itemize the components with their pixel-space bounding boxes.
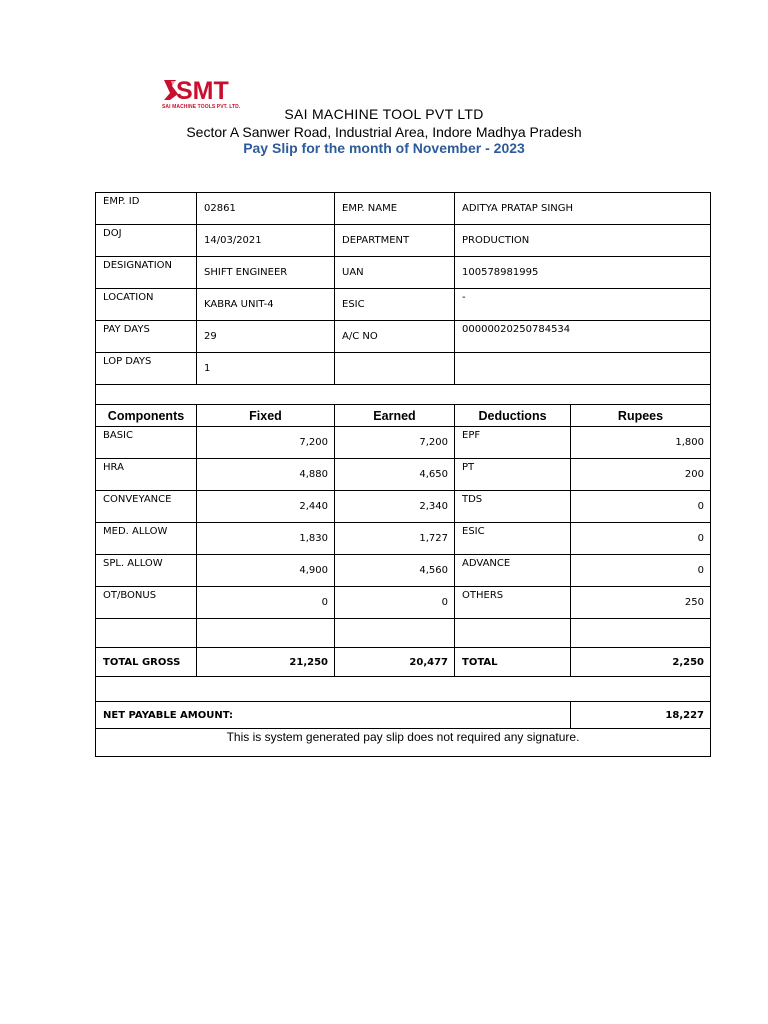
location-value: KABRA UNIT-4 — [197, 289, 335, 321]
lop-days-value: 1 — [197, 353, 335, 385]
ac-no-label: A/C NO — [335, 321, 455, 353]
total-deduction-label: TOTAL — [455, 648, 571, 677]
earned-amount: 1,727 — [335, 523, 455, 555]
ac-no-value: 00000020250784534 — [455, 321, 711, 353]
earned-amount: 7,200 — [335, 427, 455, 459]
logo-subtext: SAI MACHINE TOOLS PVT. LTD. — [162, 104, 241, 110]
empty-row — [96, 619, 711, 648]
lop-days-label: LOP DAYS — [96, 353, 197, 385]
emp-row-3 — [96, 257, 711, 289]
empty-cell — [455, 353, 711, 385]
totals-row — [96, 648, 711, 677]
total-gross-fixed: 21,250 — [197, 648, 335, 677]
col-earned: Earned — [335, 405, 455, 427]
emp-row-2 — [96, 225, 711, 257]
table-row — [96, 427, 711, 459]
fixed-amount: 4,880 — [197, 459, 335, 491]
deduction-amount: 0 — [571, 523, 711, 555]
table-row — [96, 523, 711, 555]
component-name: CONVEYANCE — [96, 491, 197, 523]
table-row — [96, 459, 711, 491]
fixed-amount: 1,830 — [197, 523, 335, 555]
emp-row-6 — [96, 353, 711, 385]
fixed-amount: 2,440 — [197, 491, 335, 523]
doj-value: 14/03/2021 — [197, 225, 335, 257]
net-payable-row — [96, 702, 711, 729]
earned-amount: 2,340 — [335, 491, 455, 523]
table-row — [96, 491, 711, 523]
fixed-amount: 4,900 — [197, 555, 335, 587]
col-rupees: Rupees — [571, 405, 711, 427]
payslip-table — [95, 192, 711, 757]
deduction-amount: 250 — [571, 587, 711, 619]
uan-label: UAN — [335, 257, 455, 289]
deduction-name: TDS — [455, 491, 571, 523]
component-name: BASIC — [96, 427, 197, 459]
deduction-amount: 200 — [571, 459, 711, 491]
earned-amount: 0 — [335, 587, 455, 619]
footer-row — [96, 729, 711, 757]
emp-id-value: 02861 — [197, 193, 335, 225]
empty-cell — [335, 353, 455, 385]
system-generated-note: This is system generated pay slip does not required any signature. — [96, 729, 711, 757]
emp-row-4 — [96, 289, 711, 321]
doj-label: DOJ — [96, 225, 197, 257]
emp-id-label: EMP. ID — [96, 193, 197, 225]
total-gross-label: TOTAL GROSS — [96, 648, 197, 677]
uan-value: 100578981995 — [455, 257, 711, 289]
company-name: SAI MACHINE TOOL PVT LTD — [284, 106, 484, 122]
emp-row-1 — [96, 193, 711, 225]
designation-value: SHIFT ENGINEER — [197, 257, 335, 289]
department-value: PRODUCTION — [455, 225, 711, 257]
pay-days-value: 29 — [197, 321, 335, 353]
esic-value: - — [455, 289, 711, 321]
esic-label: ESIC — [335, 289, 455, 321]
department-label: DEPARTMENT — [335, 225, 455, 257]
emp-row-5 — [96, 321, 711, 353]
total-deduction-amount: 2,250 — [571, 648, 711, 677]
fixed-amount: 0 — [197, 587, 335, 619]
deduction-name: EPF — [455, 427, 571, 459]
location-label: LOCATION — [96, 289, 197, 321]
component-name: MED. ALLOW — [96, 523, 197, 555]
earned-amount: 4,650 — [335, 459, 455, 491]
net-payable-amount: 18,227 — [571, 702, 711, 729]
smt-logo-mark — [162, 76, 254, 104]
component-name: OT/BONUS — [96, 587, 197, 619]
component-name: SPL. ALLOW — [96, 555, 197, 587]
table-row — [96, 587, 711, 619]
deduction-amount: 0 — [571, 491, 711, 523]
col-fixed: Fixed — [197, 405, 335, 427]
net-payable-label: NET PAYABLE AMOUNT: — [96, 702, 571, 729]
component-name: HRA — [96, 459, 197, 491]
table-row — [96, 555, 711, 587]
emp-name-label: EMP. NAME — [335, 193, 455, 225]
company-address: Sector A Sanwer Road, Industrial Area, Indore Madhya Pradesh — [186, 124, 582, 140]
designation-label: DESIGNATION — [96, 257, 197, 289]
deduction-name: OTHERS — [455, 587, 571, 619]
logo-text: SMT — [176, 77, 229, 104]
spacer-row — [96, 385, 711, 405]
fixed-amount: 7,200 — [197, 427, 335, 459]
emp-name-value: ADITYA PRATAP SINGH — [455, 193, 711, 225]
pay-days-label: PAY DAYS — [96, 321, 197, 353]
components-header-row — [96, 405, 711, 427]
deduction-amount: 1,800 — [571, 427, 711, 459]
deduction-name: PT — [455, 459, 571, 491]
spacer-row — [96, 677, 711, 702]
col-deductions: Deductions — [455, 405, 571, 427]
deduction-amount: 0 — [571, 555, 711, 587]
earned-amount: 4,560 — [335, 555, 455, 587]
deduction-name: ESIC — [455, 523, 571, 555]
deduction-name: ADVANCE — [455, 555, 571, 587]
col-components: Components — [96, 405, 197, 427]
payslip-title: Pay Slip for the month of November - 2023 — [243, 140, 525, 156]
total-gross-earned: 20,477 — [335, 648, 455, 677]
